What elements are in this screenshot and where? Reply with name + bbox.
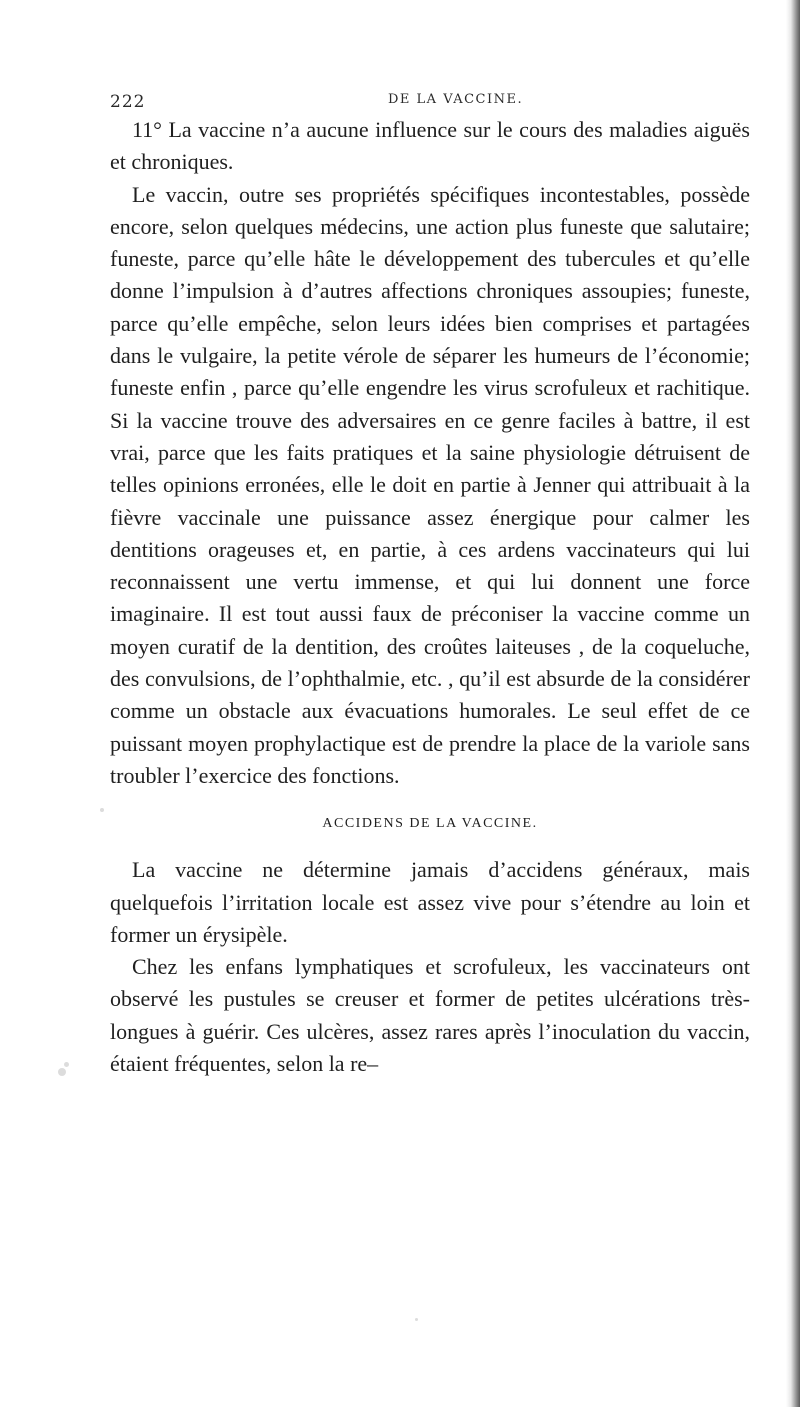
scan-blemish: [100, 808, 104, 812]
scan-blemish: [415, 1318, 418, 1321]
page-number: 222: [110, 92, 146, 112]
page-header: [110, 92, 750, 112]
running-head: DE LA VACCINE.: [388, 92, 524, 107]
paragraph-2: Le vaccin, outre ses propriétés spécifiques incontestables, possède encore, selon quelques médecins, une action plus funeste que salutaire; funeste, parce qu’elle hâte le développement des tubercules et qu’elle donne l’impulsion à d’autres affections chroniques assoupies; funeste, parce qu’elle empêche, selon leurs idées bien comprises et partagées dans le vulgaire, la petite vérole de séparer les humeurs de l’économie; funeste enfin , parce qu’elle engendre les virus scrofuleux et rachitique. Si la vaccine trouve des adversaires en ce genre faciles à battre, il est vrai, parce que les faits pratiques et la saine physiologie détruisent de telles opinions erronées, elle le doit en partie à Jenner qui attribuait à la fièvre vaccinale une puissance assez énergique pour calmer les dentitions orageuses et, en partie, à ces ardens vaccinateurs qui lui reconnaissent une vertu immense, et qui lui donnent une force imaginaire. Il est tout aussi faux de préconiser la vaccine comme un moyen curatif de la dentition, des croûtes laiteuses , de la coqueluche, des convulsions, de l’ophthalmie, etc. , qu’il est absurde de la considérer comme un obstacle aux évacuations humorales. Le seul effet de ce puissant moyen prophylactique est de prendre la place de la variole sans troubler l’exercice des fonctions.: [110, 181, 750, 788]
scan-blemish: [64, 1062, 69, 1067]
scan-edge-shadow: [786, 0, 800, 1407]
paragraph-1: 11° La vaccine n’a aucune influence sur le cours des maladies aiguës et chroniques.: [110, 117, 750, 175]
section-title: ACCIDENS DE LA VACCINE.: [322, 816, 538, 832]
body-text: [110, 114, 750, 1080]
scan-blemish: [58, 1068, 66, 1076]
section-paragraph-1: La vaccine ne détermine jamais d’accidens généraux, mais quelquefois l’irritation locale est assez vive pour s’étendre au loin et former un érysipèle.: [110, 857, 750, 947]
section-paragraph-2: Chez les enfans lymphatiques et scrofuleux, les vaccinateurs ont observé les pustules se creuser et former de petites ulcérations très-longues à guérir. Ces ulcères, assez rares après l’inoculation du vaccin, étaient fréquentes, selon la re–: [110, 954, 750, 1077]
